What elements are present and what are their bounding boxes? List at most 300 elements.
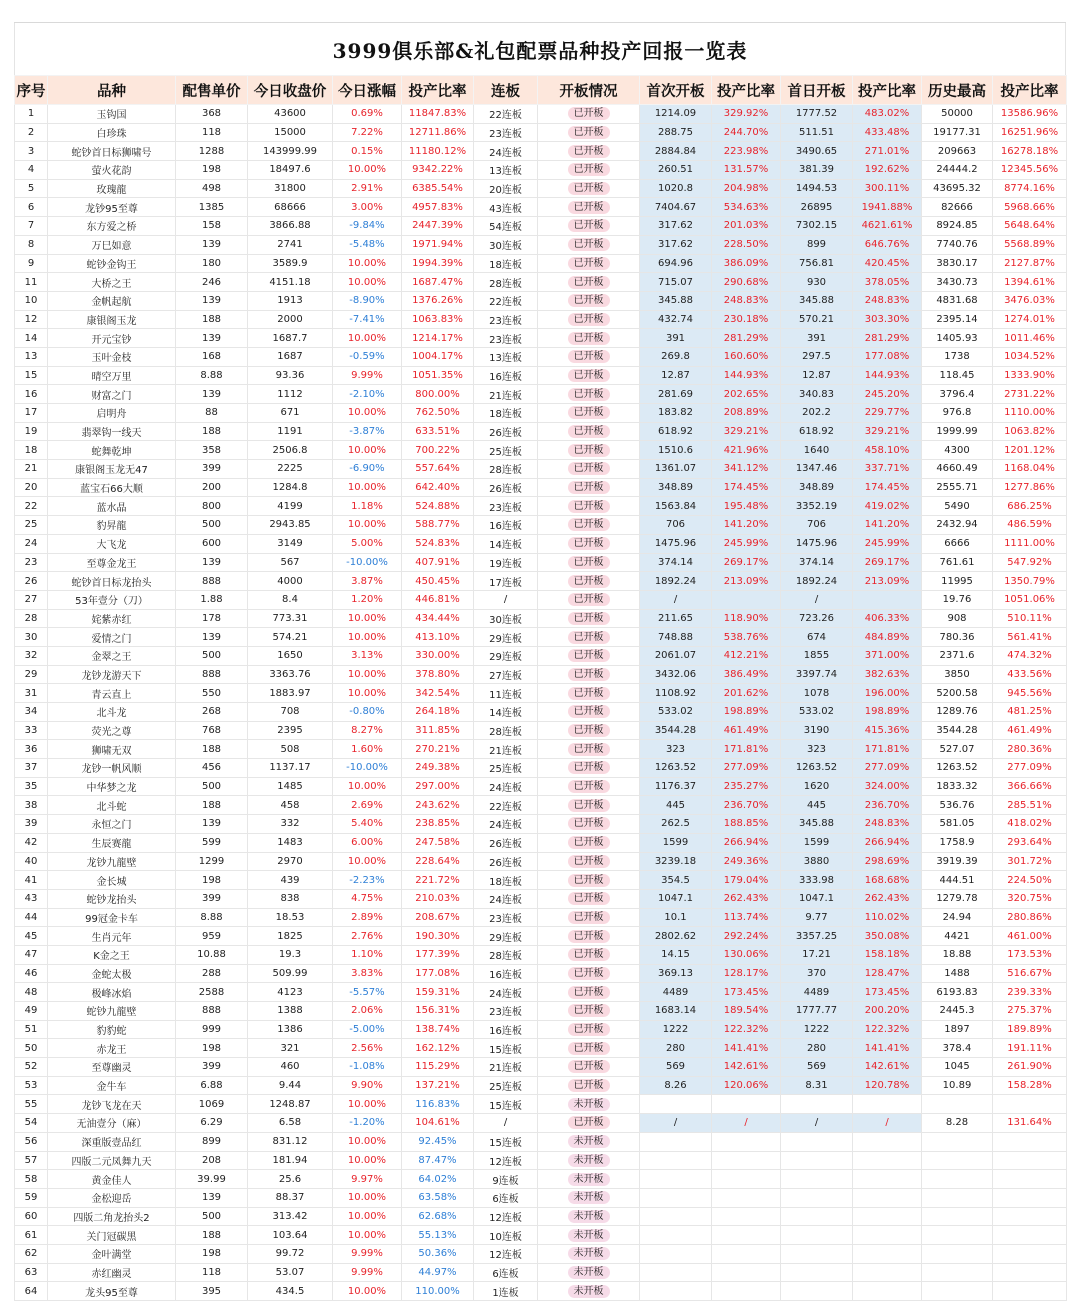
col-roi: 557.64%: [402, 460, 474, 479]
col-high-roi: 239.33%: [993, 983, 1067, 1002]
status-badge: 已开板: [568, 855, 610, 868]
col-status: [538, 441, 640, 460]
col-day-open: 345.88: [781, 815, 853, 834]
col-index: 3: [15, 142, 48, 161]
col-first-roi: 538.76%: [712, 628, 781, 647]
col-first-roi: 386.09%: [712, 254, 781, 273]
col-day-roi: 142.61%: [853, 1058, 922, 1077]
col-index: 25: [15, 516, 48, 535]
col-streak: 27连板: [474, 665, 538, 684]
col-close: 8.4: [248, 590, 333, 609]
col-streak: 29连板: [474, 927, 538, 946]
col-name: 赤龙王: [48, 1039, 176, 1058]
col-high: 2371.6: [922, 646, 993, 665]
col-day-open: 1855: [781, 646, 853, 665]
col-streak: 1连板: [474, 1282, 538, 1301]
col-streak: 20连板: [474, 179, 538, 198]
col-day-roi: 303.30%: [853, 310, 922, 329]
col-high: 1897: [922, 1020, 993, 1039]
col-day-open: 1222: [781, 1020, 853, 1039]
table-row: [15, 1188, 1067, 1207]
col-streak: 6连板: [474, 1263, 538, 1282]
col-high-roi: 8774.16%: [993, 179, 1067, 198]
col-day-open: [781, 1170, 853, 1189]
col-first-open: 1361.07: [640, 460, 712, 479]
col-close: 93.36: [248, 366, 333, 385]
col-high-roi: 1274.01%: [993, 310, 1067, 329]
col-price: 999: [176, 1020, 248, 1039]
col-price: 600: [176, 534, 248, 553]
col-day-open: 3352.19: [781, 497, 853, 516]
col-high-roi: 224.50%: [993, 871, 1067, 890]
col-high-roi: 1394.61%: [993, 273, 1067, 292]
col-close: 1137.17: [248, 759, 333, 778]
col-first-open: 288.75: [640, 123, 712, 142]
col-index: 13: [15, 347, 48, 366]
table-row: [15, 553, 1067, 572]
col-status: [538, 777, 640, 796]
col-first-open: 1563.84: [640, 497, 712, 516]
col-status: [538, 665, 640, 684]
header-row: [15, 76, 1067, 105]
col-name: 豹昇龍: [48, 516, 176, 535]
col-close: 31800: [248, 179, 333, 198]
col-first-roi: 412.21%: [712, 646, 781, 665]
col-price: 6.88: [176, 1076, 248, 1095]
col-first-roi: 235.27%: [712, 777, 781, 796]
col-high-roi: [993, 1207, 1067, 1226]
table-row: [15, 534, 1067, 553]
col-roi: 1051.35%: [402, 366, 474, 385]
col-status: [538, 646, 640, 665]
col-index: 46: [15, 964, 48, 983]
status-badge: 已开板: [568, 425, 610, 438]
col-day-open: 930: [781, 273, 853, 292]
col-index: 49: [15, 1002, 48, 1021]
col-status: [538, 1282, 640, 1301]
col-streak: 25连板: [474, 759, 538, 778]
col-high: 1263.52: [922, 759, 993, 778]
col-price: 599: [176, 833, 248, 852]
col-first-open: 7404.67: [640, 198, 712, 217]
col-index: 14: [15, 329, 48, 348]
col-first-roi: 204.98%: [712, 179, 781, 198]
col-roi: 247.58%: [402, 833, 474, 852]
col-index: 41: [15, 871, 48, 890]
col-first-roi: 266.94%: [712, 833, 781, 852]
col-price: 198: [176, 1244, 248, 1263]
col-first-open: 391: [640, 329, 712, 348]
col-high-roi: [993, 1282, 1067, 1301]
col-status: [538, 291, 640, 310]
col-first-roi: 122.32%: [712, 1020, 781, 1039]
col-day-open: 3880: [781, 852, 853, 871]
col-day-open: 445: [781, 796, 853, 815]
col-day-open: 1263.52: [781, 759, 853, 778]
status-badge: 已开板: [568, 668, 610, 681]
col-price: 158: [176, 217, 248, 236]
col-roi: 1971.94%: [402, 235, 474, 254]
col-first-open: 1599: [640, 833, 712, 852]
col-name: 至尊金龙王: [48, 553, 176, 572]
col-close: 1485: [248, 777, 333, 796]
col-close: 88.37: [248, 1188, 333, 1207]
col-first-open: [640, 1095, 712, 1114]
table-row: [15, 1039, 1067, 1058]
col-high-roi: 285.51%: [993, 796, 1067, 815]
col-first-roi: 292.24%: [712, 927, 781, 946]
col-first-open: 348.89: [640, 478, 712, 497]
header-col-price: 配售单价: [176, 76, 248, 105]
col-day-roi: [853, 1226, 922, 1245]
col-close: 18497.6: [248, 161, 333, 180]
col-high: 2445.3: [922, 1002, 993, 1021]
col-day-open: 7302.15: [781, 217, 853, 236]
col-name: 康银阁玉龙: [48, 310, 176, 329]
col-day-open: 323: [781, 740, 853, 759]
col-day-open: 1777.52: [781, 105, 853, 124]
col-high-roi: 481.25%: [993, 703, 1067, 722]
table-row: [15, 198, 1067, 217]
col-index: 34: [15, 703, 48, 722]
col-roi: 700.22%: [402, 441, 474, 460]
table-row: [15, 684, 1067, 703]
col-close: 9.44: [248, 1076, 333, 1095]
table-row: [15, 871, 1067, 890]
col-close: 321: [248, 1039, 333, 1058]
col-streak: 22连板: [474, 291, 538, 310]
col-first-open: 569: [640, 1058, 712, 1077]
col-day-open: 706: [781, 516, 853, 535]
table-row: [15, 385, 1067, 404]
col-day-roi: [853, 1151, 922, 1170]
col-first-open: 374.14: [640, 553, 712, 572]
col-name: 蛇钞金钩王: [48, 254, 176, 273]
table-row: [15, 310, 1067, 329]
status-badge: 未开板: [568, 1229, 610, 1242]
col-price: 139: [176, 385, 248, 404]
col-first-open: 1510.6: [640, 441, 712, 460]
status-badge: 未开板: [568, 1247, 610, 1260]
col-streak: 24连板: [474, 142, 538, 161]
col-high-roi: 474.32%: [993, 646, 1067, 665]
col-name: 玫瑰龍: [48, 179, 176, 198]
col-status: [538, 516, 640, 535]
col-price: 208: [176, 1151, 248, 1170]
col-day-roi: 177.08%: [853, 347, 922, 366]
status-badge: 已开板: [568, 743, 610, 756]
status-badge: 已开板: [568, 556, 610, 569]
col-status: [538, 721, 640, 740]
table-row: [15, 161, 1067, 180]
header-col-close: 今日收盘价: [248, 76, 333, 105]
col-high-roi: 561.41%: [993, 628, 1067, 647]
col-first-open: 2802.62: [640, 927, 712, 946]
col-status: [538, 310, 640, 329]
header-col-change: 今日涨幅: [333, 76, 402, 105]
status-badge: 已开板: [568, 163, 610, 176]
col-close: 458: [248, 796, 333, 815]
col-status: [538, 1058, 640, 1077]
col-roi: 6385.54%: [402, 179, 474, 198]
status-badge: 已开板: [568, 182, 610, 195]
status-badge: 已开板: [568, 350, 610, 363]
col-first-open: 694.96: [640, 254, 712, 273]
header-col-first-roi: 投产比率: [712, 76, 781, 105]
col-first-open: 3239.18: [640, 852, 712, 871]
col-first-open: 269.8: [640, 347, 712, 366]
col-price: 500: [176, 1207, 248, 1226]
col-day-roi: 415.36%: [853, 721, 922, 740]
col-roi: 12711.86%: [402, 123, 474, 142]
status-badge: 已开板: [568, 481, 610, 494]
status-badge: 已开板: [568, 107, 610, 120]
col-change: 3.13%: [333, 646, 402, 665]
col-streak: 26连板: [474, 852, 538, 871]
col-name: 关门冠碳黑: [48, 1226, 176, 1245]
col-streak: 18连板: [474, 871, 538, 890]
col-day-open: 756.81: [781, 254, 853, 273]
col-change: 2.91%: [333, 179, 402, 198]
col-close: 831.12: [248, 1132, 333, 1151]
col-status: [538, 404, 640, 423]
col-first-open: 281.69: [640, 385, 712, 404]
col-name: 赤红幽灵: [48, 1263, 176, 1282]
col-first-roi: 130.06%: [712, 945, 781, 964]
col-first-roi: 141.41%: [712, 1039, 781, 1058]
col-index: 22: [15, 497, 48, 516]
col-change: 2.56%: [333, 1039, 402, 1058]
col-first-open: 317.62: [640, 217, 712, 236]
col-name: K金之王: [48, 945, 176, 964]
col-status: [538, 759, 640, 778]
col-change: 10.00%: [333, 161, 402, 180]
table-row: [15, 721, 1067, 740]
col-first-roi: [712, 1170, 781, 1189]
col-streak: 16连板: [474, 964, 538, 983]
col-price: 139: [176, 235, 248, 254]
col-streak: 12连板: [474, 1207, 538, 1226]
col-name: 白珍珠: [48, 123, 176, 142]
col-roi: 434.44%: [402, 609, 474, 628]
status-badge: 已开板: [568, 649, 610, 662]
col-first-roi: [712, 1132, 781, 1151]
status-badge: 已开板: [568, 761, 610, 774]
col-close: 4000: [248, 572, 333, 591]
col-close: 1388: [248, 1002, 333, 1021]
col-status: [538, 1039, 640, 1058]
col-streak: 16连板: [474, 516, 538, 535]
col-status: [538, 572, 640, 591]
col-roi: 92.45%: [402, 1132, 474, 1151]
col-status: [538, 1170, 640, 1189]
col-first-roi: [712, 1244, 781, 1263]
col-close: 1112: [248, 385, 333, 404]
col-high-roi: 12345.56%: [993, 161, 1067, 180]
col-status: [538, 553, 640, 572]
col-close: 2741: [248, 235, 333, 254]
table-row: [15, 908, 1067, 927]
col-change: 2.06%: [333, 1002, 402, 1021]
col-name: 晴空万里: [48, 366, 176, 385]
status-badge: 未开板: [568, 1135, 610, 1148]
status-badge: 未开板: [568, 1173, 610, 1186]
col-first-open: 1683.14: [640, 1002, 712, 1021]
col-close: 1248.87: [248, 1095, 333, 1114]
col-first-open: 8.26: [640, 1076, 712, 1095]
col-change: 10.00%: [333, 1151, 402, 1170]
col-day-roi: 236.70%: [853, 796, 922, 815]
col-first-roi: 329.92%: [712, 105, 781, 124]
col-streak: 22连板: [474, 796, 538, 815]
col-day-roi: [853, 1095, 922, 1114]
col-day-roi: 171.81%: [853, 740, 922, 759]
col-day-roi: [853, 1244, 922, 1263]
col-close: 567: [248, 553, 333, 572]
status-badge: 已开板: [568, 687, 610, 700]
col-price: 198: [176, 1039, 248, 1058]
col-day-roi: 420.45%: [853, 254, 922, 273]
col-first-roi: 198.89%: [712, 703, 781, 722]
col-roi: 1004.17%: [402, 347, 474, 366]
col-change: 10.00%: [333, 609, 402, 628]
status-badge: 已开板: [568, 126, 610, 139]
col-status: [538, 198, 640, 217]
col-day-open: 1640: [781, 441, 853, 460]
col-high-roi: 275.37%: [993, 1002, 1067, 1021]
col-close: 332: [248, 815, 333, 834]
col-streak: 15连板: [474, 1039, 538, 1058]
col-first-roi: 118.90%: [712, 609, 781, 628]
col-first-roi: 248.83%: [712, 291, 781, 310]
col-high: 2555.71: [922, 478, 993, 497]
col-status: [538, 815, 640, 834]
col-streak: 23连板: [474, 123, 538, 142]
col-day-roi: 122.32%: [853, 1020, 922, 1039]
col-day-open: 674: [781, 628, 853, 647]
table-row: [15, 572, 1067, 591]
col-index: 44: [15, 908, 48, 927]
col-day-roi: 144.93%: [853, 366, 922, 385]
col-price: 198: [176, 161, 248, 180]
col-change: -3.87%: [333, 422, 402, 441]
col-high: [922, 1263, 993, 1282]
col-change: 2.89%: [333, 908, 402, 927]
col-day-open: 723.26: [781, 609, 853, 628]
col-change: 9.99%: [333, 366, 402, 385]
status-badge: 已开板: [568, 388, 610, 401]
col-high: 581.05: [922, 815, 993, 834]
col-day-roi: 329.21%: [853, 422, 922, 441]
header-col-day-roi: 投产比率: [853, 76, 922, 105]
col-index: 7: [15, 217, 48, 236]
col-high: 1488: [922, 964, 993, 983]
col-first-open: 280: [640, 1039, 712, 1058]
col-high: 976.8: [922, 404, 993, 423]
col-first-roi: 131.57%: [712, 161, 781, 180]
col-price: 1385: [176, 198, 248, 217]
col-first-roi: [712, 1207, 781, 1226]
table-row: [15, 1076, 1067, 1095]
col-first-open: 317.62: [640, 235, 712, 254]
table-row: [15, 142, 1067, 161]
status-badge: 已开板: [568, 518, 610, 531]
col-first-roi: 171.81%: [712, 740, 781, 759]
col-close: 3589.9: [248, 254, 333, 273]
col-price: 399: [176, 460, 248, 479]
col-close: 4151.18: [248, 273, 333, 292]
col-price: 800: [176, 497, 248, 516]
col-change: 10.00%: [333, 273, 402, 292]
col-price: 1288: [176, 142, 248, 161]
col-name: 金帆起航: [48, 291, 176, 310]
col-status: [538, 1002, 640, 1021]
table-row: [15, 217, 1067, 236]
status-badge: 已开板: [568, 444, 610, 457]
col-day-open: 3357.25: [781, 927, 853, 946]
col-price: 888: [176, 572, 248, 591]
col-index: 2: [15, 123, 48, 142]
col-price: 188: [176, 796, 248, 815]
col-first-roi: 341.12%: [712, 460, 781, 479]
col-close: 439: [248, 871, 333, 890]
col-first-roi: [712, 1263, 781, 1282]
col-status: [538, 1263, 640, 1282]
col-streak: 18连板: [474, 404, 538, 423]
col-index: 15: [15, 366, 48, 385]
col-index: 51: [15, 1020, 48, 1039]
col-high: [922, 1132, 993, 1151]
col-high-roi: 5968.66%: [993, 198, 1067, 217]
col-day-open: 569: [781, 1058, 853, 1077]
col-first-roi: 202.65%: [712, 385, 781, 404]
status-badge: 已开板: [568, 238, 610, 251]
col-roi: 330.00%: [402, 646, 474, 665]
col-index: 8: [15, 235, 48, 254]
col-change: -5.57%: [333, 983, 402, 1002]
col-streak: 22连板: [474, 105, 538, 124]
col-price: 139: [176, 329, 248, 348]
col-roi: 228.64%: [402, 852, 474, 871]
status-badge: 已开板: [568, 332, 610, 345]
col-change: 0.15%: [333, 142, 402, 161]
col-high-roi: 2731.22%: [993, 385, 1067, 404]
col-index: 56: [15, 1132, 48, 1151]
col-index: 16: [15, 385, 48, 404]
col-first-roi: 236.70%: [712, 796, 781, 815]
col-roi: 115.29%: [402, 1058, 474, 1077]
status-badge: 已开板: [568, 1004, 610, 1017]
col-close: 838: [248, 889, 333, 908]
col-roi: 588.77%: [402, 516, 474, 535]
col-roi: 762.50%: [402, 404, 474, 423]
col-streak: 13连板: [474, 347, 538, 366]
col-day-open: 1494.53: [781, 179, 853, 198]
status-badge: 已开板: [568, 1116, 610, 1129]
col-high: 8.28: [922, 1114, 993, 1133]
col-high-roi: 320.75%: [993, 889, 1067, 908]
table-row: [15, 1095, 1067, 1114]
col-name: 财富之门: [48, 385, 176, 404]
col-high-roi: [993, 1151, 1067, 1170]
col-name: 金长城: [48, 871, 176, 890]
col-name: 金翠之王: [48, 646, 176, 665]
col-change: 3.00%: [333, 198, 402, 217]
col-price: 10.88: [176, 945, 248, 964]
col-high-roi: 131.64%: [993, 1114, 1067, 1133]
status-badge: 已开板: [568, 1060, 610, 1073]
col-high-roi: 280.86%: [993, 908, 1067, 927]
